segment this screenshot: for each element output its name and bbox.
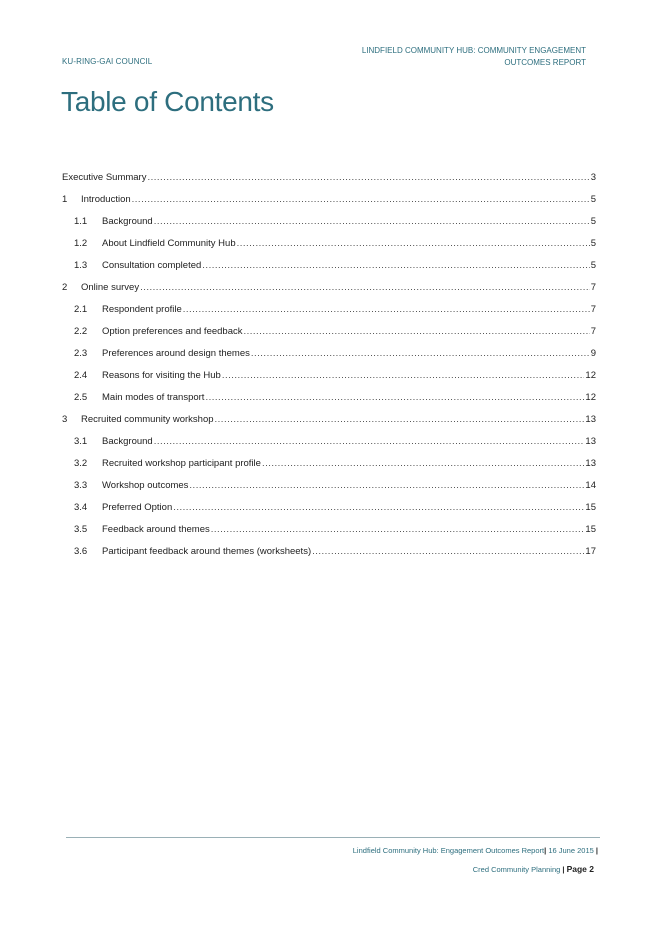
toc-entry-page: 13 bbox=[585, 436, 596, 447]
toc-entry[interactable] bbox=[62, 524, 596, 546]
toc-entry[interactable] bbox=[62, 238, 596, 260]
toc-entry-number: 3.6 bbox=[74, 546, 88, 557]
toc-entry-page: 5 bbox=[590, 238, 596, 249]
toc-leader-dots bbox=[312, 546, 584, 557]
toc-leader-dots bbox=[154, 436, 585, 447]
toc-entry-number: 1.3 bbox=[74, 260, 88, 271]
footer-separator: | bbox=[595, 846, 598, 855]
toc-entry-number: 2 bbox=[62, 282, 68, 293]
toc-entry-page: 15 bbox=[585, 502, 596, 513]
toc-entry[interactable] bbox=[62, 436, 596, 458]
toc-entry[interactable] bbox=[62, 480, 596, 502]
toc-entry-page: 14 bbox=[585, 480, 596, 491]
toc-entry[interactable] bbox=[62, 370, 596, 392]
toc-entry[interactable] bbox=[62, 172, 596, 194]
toc-entry-number: 3.2 bbox=[74, 458, 88, 469]
toc-leader-dots bbox=[154, 216, 590, 227]
toc-entry[interactable] bbox=[62, 348, 596, 370]
page-title: Table of Contents bbox=[61, 86, 274, 117]
toc-leader-dots bbox=[262, 458, 584, 469]
toc-entry-number: 1.2 bbox=[74, 238, 88, 249]
toc-leader-dots bbox=[189, 480, 584, 491]
toc-entry-page: 9 bbox=[590, 348, 596, 359]
toc-entry-label: Respondent profile bbox=[102, 304, 182, 315]
footer-page-number: Page 2 bbox=[566, 864, 594, 874]
toc-entry-number: 3.5 bbox=[74, 524, 88, 535]
toc-entry-label: Workshop outcomes bbox=[102, 480, 189, 491]
toc-entry-page: 15 bbox=[585, 524, 596, 535]
footer-separator: | bbox=[562, 865, 565, 874]
toc-entry[interactable] bbox=[62, 326, 596, 348]
toc-entry-number: 1 bbox=[62, 194, 68, 205]
footer-author: Cred Community Planning bbox=[472, 865, 561, 874]
toc-leader-dots bbox=[173, 502, 584, 513]
toc-entry[interactable] bbox=[62, 392, 596, 414]
toc-entry-label: Background bbox=[102, 436, 153, 447]
toc-entry-label: Recruited workshop participant profile bbox=[102, 458, 261, 469]
toc-entry-number: 3.4 bbox=[74, 502, 88, 513]
toc-entry[interactable] bbox=[62, 502, 596, 524]
toc-entry-page: 13 bbox=[585, 458, 596, 469]
header-organization: KU-RING-GAI COUNCIL bbox=[62, 57, 153, 66]
toc-entry-label: Participant feedback around themes (worksheets) bbox=[102, 546, 312, 557]
toc-entry-label: Preferred Option bbox=[102, 502, 173, 513]
header-report-title-line1: LINDFIELD COMMUNITY HUB: COMMUNITY ENGAGEMENT bbox=[361, 46, 586, 55]
toc-entry-page: 7 bbox=[590, 282, 596, 293]
toc-leader-dots bbox=[243, 326, 589, 337]
table-of-contents bbox=[62, 172, 596, 568]
footer-report-name: Lindfield Community Hub: Engagement Outcomes Report bbox=[352, 846, 545, 855]
toc-leader-dots bbox=[183, 304, 590, 315]
header-report-title-line2: OUTCOMES REPORT bbox=[504, 58, 586, 67]
toc-entry[interactable] bbox=[62, 282, 596, 304]
footer-report-line bbox=[353, 846, 598, 855]
toc-entry-page: 17 bbox=[585, 546, 596, 557]
toc-entry-page: 13 bbox=[585, 414, 596, 425]
toc-entry[interactable] bbox=[62, 304, 596, 326]
toc-leader-dots bbox=[147, 172, 589, 183]
footer-divider bbox=[66, 837, 600, 838]
toc-leader-dots bbox=[237, 238, 590, 249]
toc-entry[interactable] bbox=[62, 414, 596, 436]
toc-leader-dots bbox=[202, 260, 589, 271]
toc-leader-dots bbox=[222, 370, 585, 381]
toc-leader-dots bbox=[205, 392, 584, 403]
toc-entry[interactable] bbox=[62, 260, 596, 282]
header-report-title bbox=[362, 45, 586, 69]
toc-entry-label: Online survey bbox=[81, 282, 140, 293]
toc-leader-dots bbox=[215, 414, 585, 425]
toc-entry-label: Executive Summary bbox=[62, 172, 147, 183]
toc-entry[interactable] bbox=[62, 458, 596, 480]
toc-entry-label: Feedback around themes bbox=[102, 524, 210, 535]
toc-entry-label: About Lindfield Community Hub bbox=[102, 238, 236, 249]
toc-entry-number: 1.1 bbox=[74, 216, 88, 227]
toc-entry-label: Option preferences and feedback bbox=[102, 326, 243, 337]
toc-entry-page: 12 bbox=[585, 392, 596, 403]
footer-date: 16 June 2015 bbox=[548, 846, 594, 855]
toc-entry-number: 2.5 bbox=[74, 392, 88, 403]
toc-entry-label: Consultation completed bbox=[102, 260, 202, 271]
toc-entry-number: 2.4 bbox=[74, 370, 88, 381]
footer-author-line bbox=[473, 864, 594, 874]
toc-entry-page: 5 bbox=[590, 216, 596, 227]
toc-entry-number: 2.3 bbox=[74, 348, 88, 359]
toc-leader-dots bbox=[211, 524, 585, 535]
toc-entry[interactable] bbox=[62, 216, 596, 238]
toc-entry-label: Background bbox=[102, 216, 153, 227]
toc-entry-number: 2.2 bbox=[74, 326, 88, 337]
toc-entry-label: Preferences around design themes bbox=[102, 348, 250, 359]
toc-entry-number: 3.1 bbox=[74, 436, 88, 447]
toc-entry[interactable] bbox=[62, 194, 596, 216]
toc-entry-label: Introduction bbox=[81, 194, 131, 205]
toc-entry-page: 5 bbox=[590, 260, 596, 271]
toc-entry-number: 3.3 bbox=[74, 480, 88, 491]
toc-leader-dots bbox=[251, 348, 590, 359]
toc-entry-page: 3 bbox=[590, 172, 596, 183]
toc-entry-page: 7 bbox=[590, 326, 596, 337]
toc-entry-number: 2.1 bbox=[74, 304, 88, 315]
toc-entry-label: Recruited community workshop bbox=[81, 414, 214, 425]
toc-entry-page: 7 bbox=[590, 304, 596, 315]
toc-entry-label: Reasons for visiting the Hub bbox=[102, 370, 221, 381]
toc-leader-dots bbox=[132, 194, 590, 205]
toc-entry-number: 3 bbox=[62, 414, 68, 425]
toc-entry[interactable] bbox=[62, 546, 596, 568]
toc-entry-label: Main modes of transport bbox=[102, 392, 205, 403]
toc-entry-page: 12 bbox=[585, 370, 596, 381]
toc-entry-page: 5 bbox=[590, 194, 596, 205]
toc-leader-dots bbox=[140, 282, 590, 293]
footer-separator: | bbox=[544, 846, 547, 855]
